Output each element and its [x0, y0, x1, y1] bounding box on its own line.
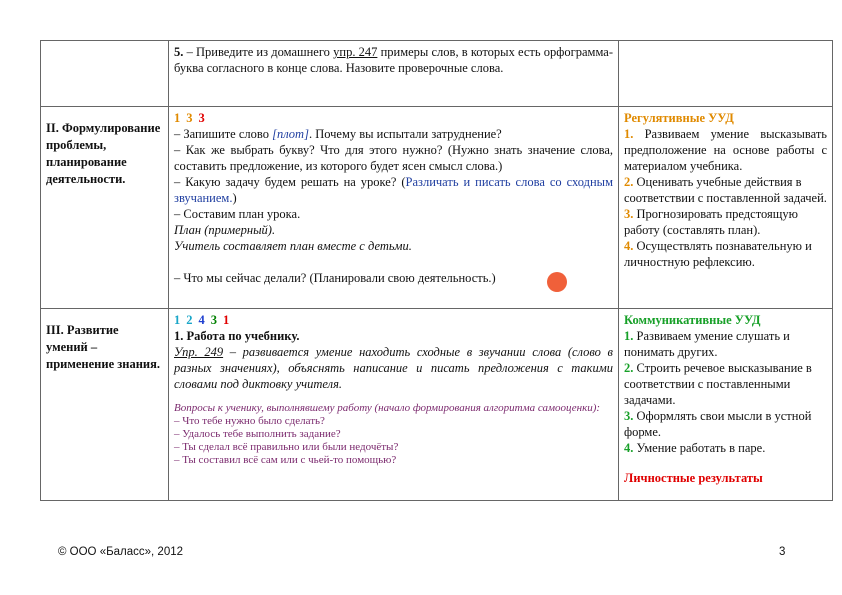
digit-code: 1 — [174, 111, 181, 125]
activity-line: – Как же выбрать букву? Что для этого нужно? (Нужно знать значение слова, составить предложение, из которого будет ясен смысл слова.) — [174, 143, 613, 173]
task-text: примеры слов, в которых есть орфограмма-буква согласного в конце слова. Назовите проверочные слова. — [174, 45, 613, 75]
activity-cell — [169, 309, 619, 501]
questions-intro: Вопросы к ученику, выполнявшему работу (начало формирования алгоритма самооценки): — [174, 402, 601, 414]
table-row — [41, 309, 833, 501]
example-word: [плот] — [272, 127, 309, 141]
activity-line: План (примерный). — [174, 223, 276, 237]
copyright-footer: © ООО «Баласс», 2012 — [58, 546, 184, 558]
stage-cell-empty — [41, 41, 169, 107]
digit-codes — [174, 110, 613, 126]
activity-line: – Что мы сейчас делали? (Планировали свою деятельность.) — [174, 271, 496, 285]
stage-title: III. Развитие умений – применение знания. — [46, 323, 161, 371]
task-text: – Приведите из домашнего — [183, 45, 334, 59]
uud-cell-empty — [619, 41, 833, 107]
digit-code: 1 — [174, 313, 181, 327]
uud-title: Регулятивные УУД — [624, 111, 734, 125]
uud-cell — [619, 309, 833, 501]
digit-code: 3 — [210, 313, 217, 327]
uud-item: 1. Развиваем умение высказывать предположение на основе работы с материалом учебника. — [624, 127, 827, 173]
digit-code: 3 — [198, 111, 205, 125]
stage-cell — [41, 107, 169, 309]
table-row — [41, 107, 833, 309]
digit-code: 2 — [186, 313, 193, 327]
activity-line: – Запишите слово [плот]. Почему вы испытали затруднение? — [174, 127, 502, 141]
page-number: 3 — [779, 546, 786, 558]
digit-code: 3 — [186, 111, 193, 125]
uud-cell — [619, 107, 833, 309]
activity-line: – Какую задачу будем решать на уроке? (Различать и писать слова со сходным звучанием.) — [174, 175, 613, 205]
uud-item: 3. Оформлять свои мысли в устной форме. — [624, 409, 812, 439]
exercise-description: Упр. 249 – развивается умение находить сходные в звучании слова (слово в разных значениях), объяснять написание и писать предложения с такими словами под диктовку учителя. — [174, 345, 613, 391]
question-item: – Ты составил всё сам или с чьей-то помощью? — [174, 454, 397, 466]
uud-item: 2. Оценивать учебные действия в соответствии с поставленной задачей. — [624, 175, 827, 205]
uud-item: 3. Прогнозировать предстоящую работу (составлять план). — [624, 207, 798, 237]
digit-code: 1 — [223, 313, 230, 327]
question-item: – Ты сделал всё правильно или были недочёты? — [174, 441, 399, 453]
digit-codes — [174, 312, 613, 328]
table-row — [41, 41, 833, 107]
stage-title: II. Формулирование проблемы, планирование деятельности. — [46, 121, 161, 186]
section-heading: 1. Работа по учебнику. — [174, 329, 300, 343]
personal-results-title: Личностные результаты — [624, 471, 763, 485]
uud-title: Коммуникативные УУД — [624, 313, 761, 327]
task-number: 5. — [174, 45, 184, 59]
activity-line: – Составим план урока. — [174, 207, 301, 221]
exercise-ref: Упр. 249 — [174, 345, 224, 359]
uud-item: 4. Осуществлять познавательную и личностную рефлексию. — [624, 239, 812, 269]
task-cell — [169, 41, 619, 107]
question-item: – Удалось тебе выполнить задание? — [174, 428, 341, 440]
uud-item: 4. Умение работать в паре. — [624, 441, 766, 455]
task-goal: Различать и писать слова со сходным звучанием. — [174, 175, 613, 205]
question-item: – Что тебе нужно было сделать? — [174, 415, 325, 427]
activity-line: Учитель составляет план вместе с детьми. — [174, 239, 412, 253]
uud-item: 2. Строить речевое высказывание в соответствии с поставленными задачами. — [624, 361, 812, 407]
exercise-ref: упр. 247 — [333, 45, 378, 59]
orange-circle-marker — [547, 272, 567, 292]
digit-code: 4 — [198, 313, 205, 327]
lesson-table — [40, 40, 833, 501]
stage-cell — [41, 309, 169, 501]
uud-item: 1. Развиваем умение слушать и понимать других. — [624, 329, 790, 359]
